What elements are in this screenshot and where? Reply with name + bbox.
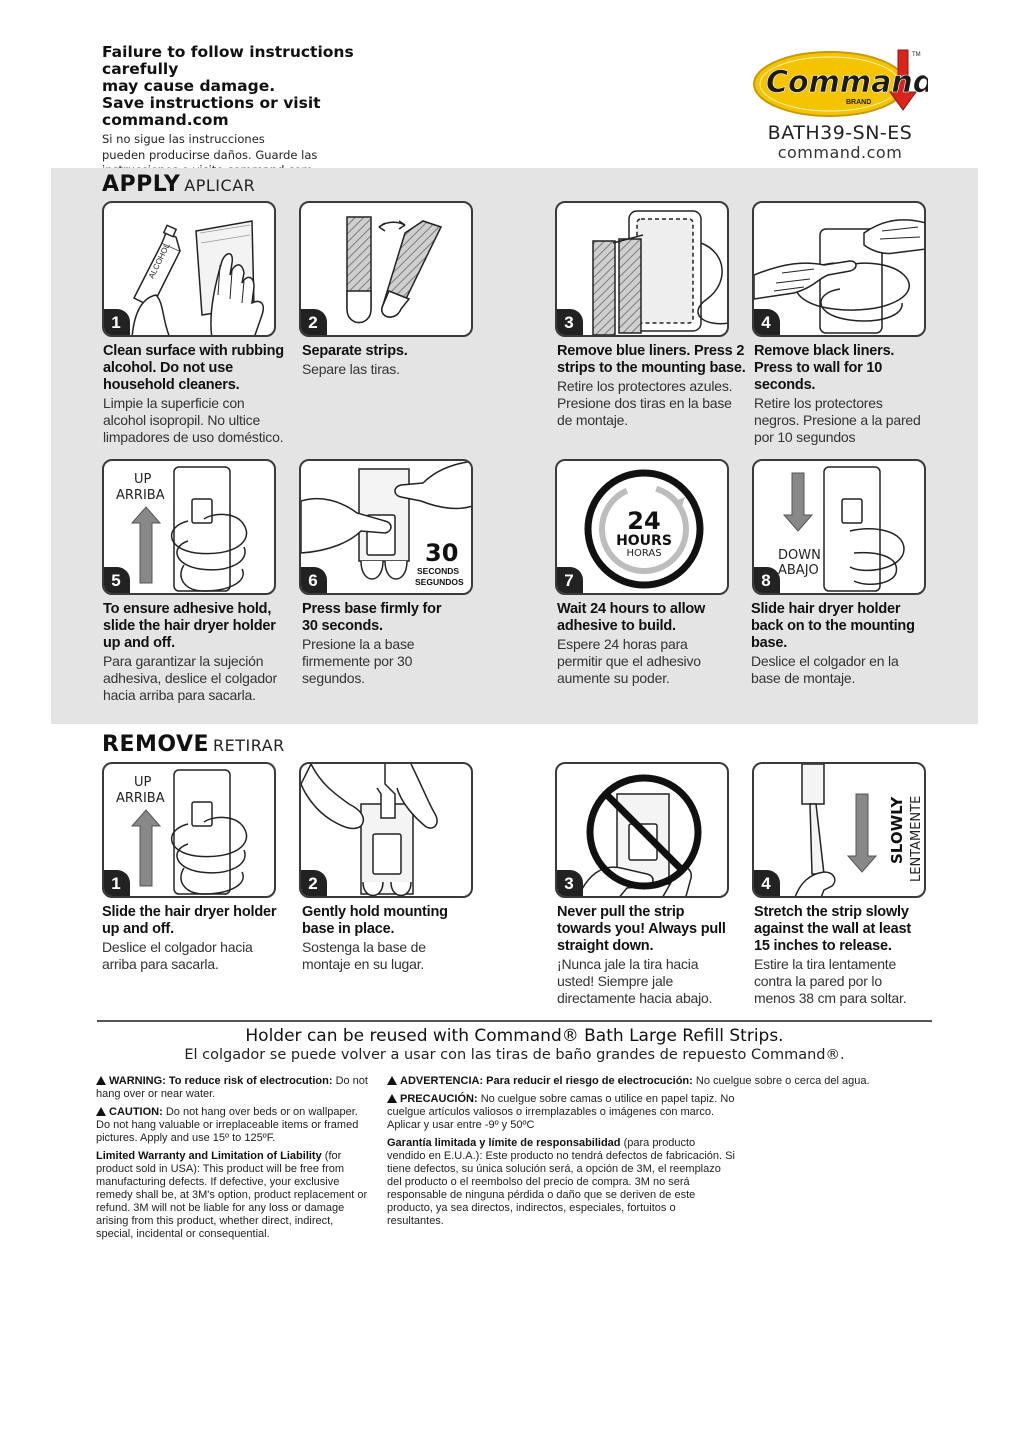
- precaucion-paragraph: PRECAUCIÓN: No cuelgue sobre camas o utilice en papel tapiz. No cuelgue artículos valiosos o irremplazables o imágenes con marco. Aplicar y usar entre -9º y 50ºC: [387, 1093, 735, 1131]
- slide-down-icon: [754, 461, 926, 595]
- apply-step-8-caption: Slide hair dryer holder back on to the mounting base. Deslice el colgador en la base de montaje.: [751, 601, 915, 686]
- svg-text:DOWN: DOWN: [778, 548, 821, 563]
- remove-step-1-caption: Slide the hair dryer holder up and off. Deslice el colgador hacia arriba para sacarla.: [102, 904, 277, 972]
- svg-text:ALCOHOL: ALCOHOL: [146, 241, 172, 281]
- apply-step-2-illustration: [299, 201, 473, 337]
- svg-text:ARRIBA: ARRIBA: [116, 791, 165, 806]
- apply-step-4-illustration: [752, 201, 926, 337]
- apply-title: APPLY APLICAR: [102, 172, 256, 197]
- remove-step-3-caption: Never pull the strip towards you! Always pull straight down. ¡Nunca jale la tira hacia usted! Siempre jale directamente hacia abajo.: [557, 904, 726, 1006]
- svg-text:SLOWLY: SLOWLY: [888, 796, 906, 864]
- svg-text:HOURS: HOURS: [616, 533, 672, 549]
- separate-strips-icon: [301, 203, 473, 337]
- website: command.com: [777, 143, 903, 162]
- slide-up-icon: [104, 461, 276, 595]
- command-logo: [748, 42, 928, 122]
- step-number-badge: 8: [754, 567, 780, 593]
- svg-text:24: 24: [627, 507, 661, 535]
- apply-step-1-caption: Clean surface with rubbing alcohol. Do not use household cleaners. Limpie la superficie con alcohol isopropil. No ultice limpadores de uso doméstico.: [103, 343, 284, 445]
- clock-24-hours-icon: [557, 461, 729, 595]
- hold-base-icon: [301, 764, 473, 898]
- reuse-note-english: Holder can be reused with Command® Bath Large Refill Strips.: [245, 1026, 784, 1046]
- apply-step-4-caption: Remove black liners. Press to wall for 10 seconds. Retire los protectores negros. Presione a la pared por 10 segundos: [754, 343, 921, 445]
- step-number-badge: 5: [104, 567, 130, 593]
- step-number-badge: 6: [301, 567, 327, 593]
- remove-step-2-illustration: [299, 762, 473, 898]
- warning-english: Failure to follow instructions carefully may cause damage. Save instructions or visit command.com: [102, 43, 354, 129]
- fine-print-english: [96, 1075, 372, 1246]
- fine-print-spanish: [387, 1075, 870, 1233]
- apply-step-3-caption: Remove blue liners. Press 2 strips to the mounting base. Retire los protectores azules. Presione dos tiras en la base de montaje.: [557, 343, 746, 428]
- press-base-icon: [301, 461, 473, 595]
- reuse-note-spanish: El colgador se puede volver a usar con las tiras de baño grandes de repuesto Command®.: [184, 1047, 845, 1063]
- svg-text:30: 30: [425, 539, 459, 567]
- remove-step-3-illustration: [555, 762, 729, 898]
- warning-spanish: Si no sigue las instrucciones pueden producirse daños. Guarde las: [102, 132, 318, 162]
- remove-step-1-illustration: [102, 762, 276, 898]
- no-pull-icon: [557, 764, 729, 898]
- alcohol-wipe-icon: [104, 203, 276, 337]
- warning-paragraph: WARNING: To reduce risk of electrocution: Do not hang over or near water.: [96, 1075, 368, 1100]
- step-number-badge: 3: [557, 870, 583, 896]
- step-number-badge: 4: [754, 309, 780, 335]
- svg-text:ARRIBA: ARRIBA: [116, 488, 165, 503]
- garantia-paragraph: Garantía limitada y límite de responsabilidad (para producto vendido en E.U.A.): Este producto no tendrá defectos de fabricación. Si tiene defectos, su única solución será, a opción de 3M, el reemplazo del producto o el reembolso del precio de compra. 3M no será responsable de ninguna pérdida o daño que se deriven de este producto, ya sea directos, indirectos, especiales, fortuitos o resultantes.: [387, 1137, 735, 1227]
- svg-text:UP: UP: [134, 775, 152, 790]
- apply-step-5-illustration: [102, 459, 276, 595]
- mounting-base-strips-icon: [557, 203, 729, 337]
- brand-name: Command: [766, 65, 928, 100]
- warning-triangle-icon: [96, 1076, 106, 1085]
- step-number-badge: 1: [104, 870, 130, 896]
- svg-text:LENTAMENTE: LENTAMENTE: [909, 795, 924, 882]
- svg-text:HORAS: HORAS: [626, 548, 662, 559]
- remove-step-4-caption: Stretch the strip slowly against the wall at least 15 inches to release. Estire la tira lentamente contra la pared por lo menos 38 cm para soltar.: [754, 904, 911, 1006]
- svg-text:ABAJO: ABAJO: [778, 563, 819, 578]
- remove-title: REMOVE RETIRAR: [102, 732, 285, 757]
- apply-step-7-caption: Wait 24 hours to allow adhesive to build. Espere 24 horas para permitir que el adhesivo aumente su poder.: [557, 601, 706, 686]
- apply-step-5-caption: To ensure adhesive hold, slide the hair dryer holder up and off. Para garantizar la sujeción adhesiva, deslice el colgador hacia arriba para sacarla.: [103, 601, 277, 703]
- apply-step-1-illustration: [102, 201, 276, 337]
- warning-triangle-icon: [387, 1076, 397, 1085]
- step-number-badge: 4: [754, 870, 780, 896]
- remove-step-2-caption: Gently hold mounting base in place. Sostenga la base de montaje en su lugar.: [302, 904, 448, 972]
- step-number-badge: 7: [557, 567, 583, 593]
- apply-step-6-caption: Press base firmly for 30 seconds. Presione la a base firmemente por 30 segundos.: [302, 601, 442, 686]
- svg-text:SEGUNDOS: SEGUNDOS: [415, 577, 464, 587]
- slide-up-icon: [104, 764, 276, 898]
- warning-triangle-icon: [387, 1094, 397, 1103]
- apply-step-6-illustration: [299, 459, 473, 595]
- step-number-badge: 3: [557, 309, 583, 335]
- svg-text:SECONDS: SECONDS: [417, 566, 460, 576]
- step-number-badge: 1: [104, 309, 130, 335]
- advertencia-paragraph: ADVERTENCIA: Para reducir el riesgo de electrocución: No cuelgue sobre o cerca del agua.: [387, 1075, 735, 1088]
- header-warning: [102, 44, 432, 179]
- product-sku: BATH39-SN-ES: [767, 122, 913, 144]
- step-number-badge: 2: [301, 870, 327, 896]
- warranty-paragraph: Limited Warranty and Limitation of Liability (for product sold in USA): This product will be free from manufacturing defects. If defective, your exclusive remedy shall be, at 3M's option, product replacement or refund. 3M will not be liable for any loss or damage arising from this product, whether direct, indirect, special, incidental or consequential.: [96, 1150, 368, 1240]
- apply-step-8-illustration: [752, 459, 926, 595]
- apply-step-3-illustration: [555, 201, 729, 337]
- warning-triangle-icon: [96, 1107, 106, 1116]
- section-divider: [97, 1020, 932, 1022]
- caution-paragraph: CAUTION: Do not hang over beds or on wallpaper. Do not hang valuable or irreplaceable items or framed pictures. Apply and use 15º to 125ºF.: [96, 1106, 359, 1144]
- remove-step-4-illustration: [752, 762, 926, 898]
- apply-step-7-illustration: [555, 459, 729, 595]
- step-number-badge: 2: [301, 309, 327, 335]
- brand-sub: BRAND: [846, 99, 872, 106]
- svg-text:UP: UP: [134, 472, 152, 487]
- press-to-wall-icon: [754, 203, 926, 337]
- trademark: TM: [912, 52, 921, 58]
- stretch-slowly-icon: [754, 764, 926, 898]
- apply-step-2-caption: Separate strips. Separe las tiras.: [302, 343, 408, 377]
